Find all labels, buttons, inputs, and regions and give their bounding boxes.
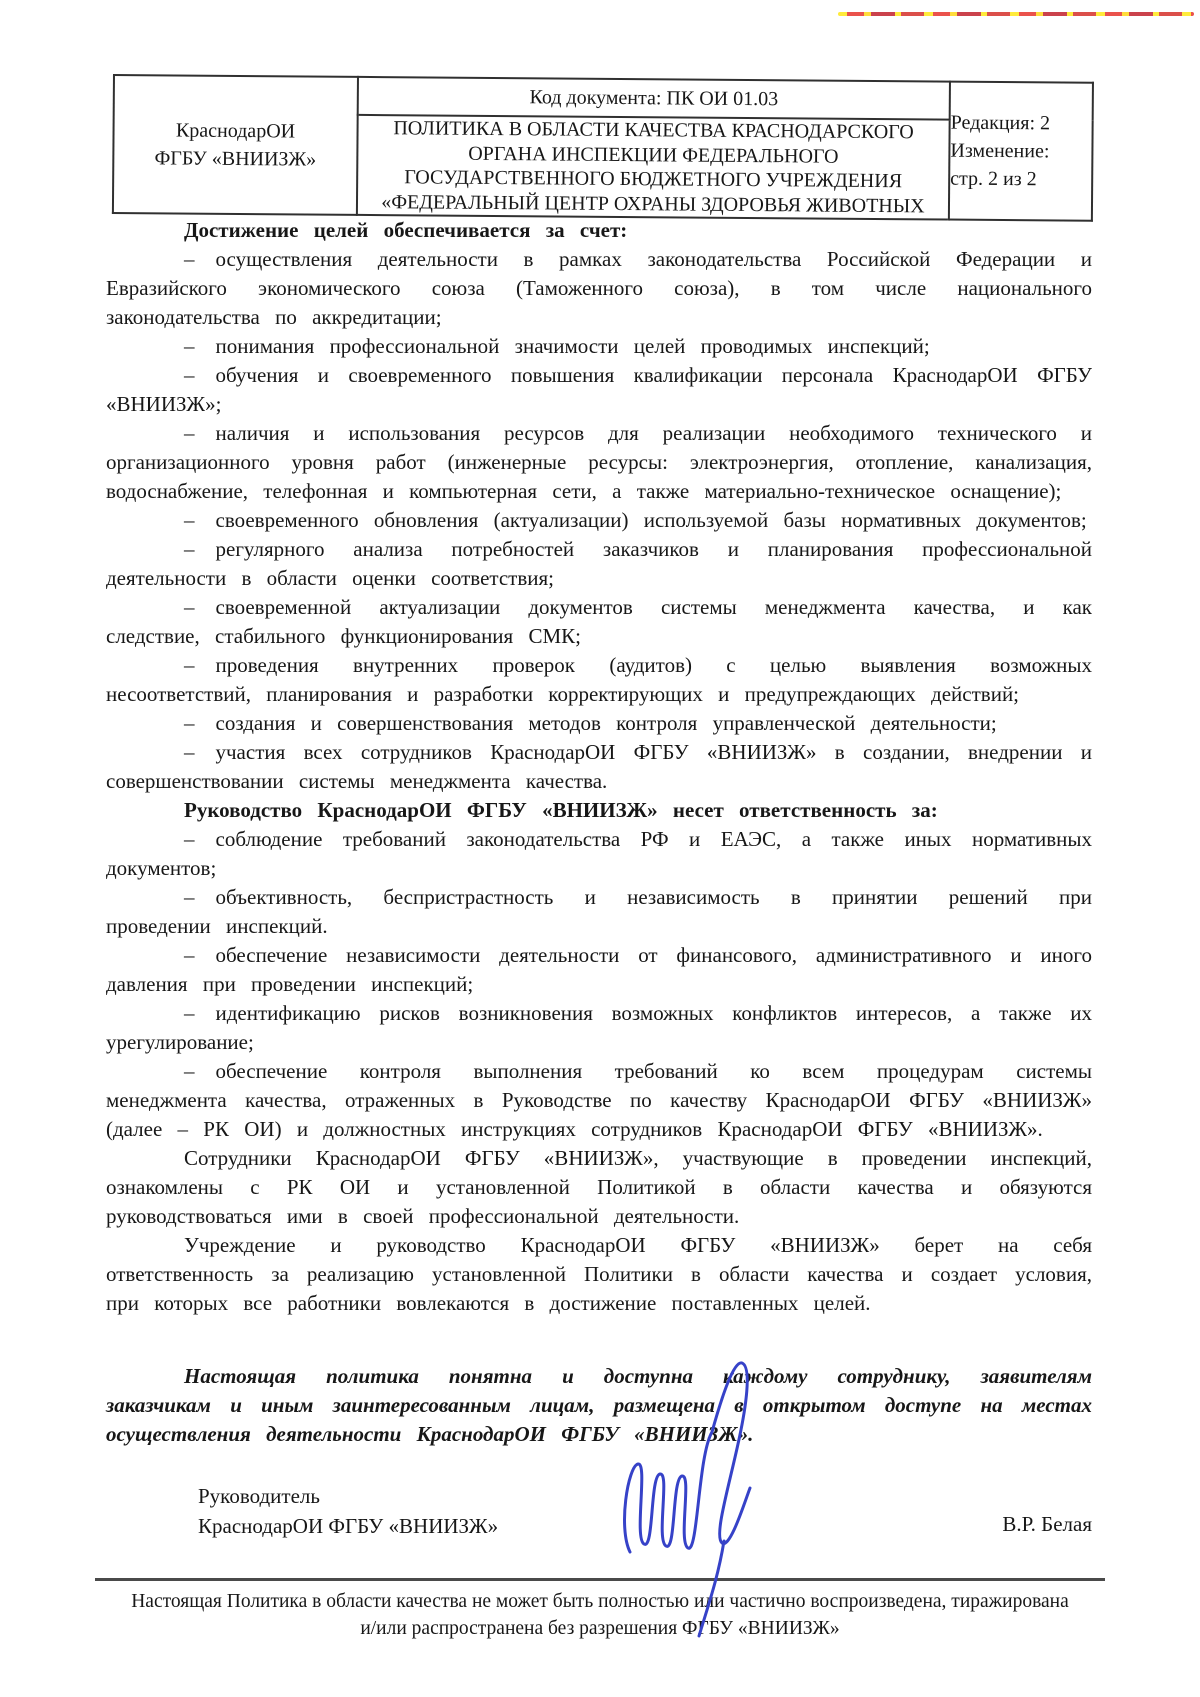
scan-artifact-line (838, 12, 1194, 16)
signature-ink-path (625, 1363, 750, 1636)
policy-list-item: – соблюдение требований законодательства РФ и ЕАЭС, а также иных нормативных документов; (106, 827, 1092, 880)
policy-list-item: – своевременной актуализации документов системы менеджмента качества, и как следствие, стабильного функционирования СМК; (106, 595, 1092, 648)
footer-note-line2: и/или распространена без разрешения ФГБУ «ВНИИЗЖ» (360, 1618, 840, 1639)
signer-role (198, 1481, 498, 1541)
policy-list-item: – осуществления деятельности в рамках законодательства Российской Федерации и Евразийского экономического союза (Таможенного союза), в том числе национального законодательства по аккредитации; (106, 247, 1092, 329)
policy-paragraph: Учреждение и руководство КраснодарОИ ФГБУ «ВНИИЗЖ» берет на себя ответственность за реализацию установленной Политики в области качества и создает условия, при которых все работники вовлекаются в достижение поставленных целей. (106, 1233, 1092, 1315)
header-org-cell (113, 75, 358, 215)
document-title (357, 115, 950, 220)
document-title-line: ПОЛИТИКА В ОБЛАСТИ КАЧЕСТВА КРАСНОДАРСКОГО (393, 117, 914, 144)
policy-list-item: – участия всех сотрудников КраснодарОИ ФГБУ «ВНИИЗЖ» в создании, внедрении и совершенствовании системы менеджмента качества. (106, 740, 1092, 793)
org-name-line1: КраснодарОИ (175, 119, 296, 143)
signer-name: В.Р. Белая (1002, 1512, 1092, 1536)
policy-list-item: – обеспечение независимости деятельности от финансового, административного и иного давления при проведении инспекций; (106, 943, 1092, 996)
document-title-line: «ФЕДЕРАЛЬНЫЙ ЦЕНТР ОХРАНЫ ЗДОРОВЬЯ ЖИВОТНЫХ (381, 190, 925, 217)
policy-list-item: – обучения и своевременного повышения квалификации персонала КраснодарОИ ФГБУ «ВНИИЗЖ»; (106, 363, 1092, 416)
section-heading-responsibility: Руководство КраснодарОИ ФГБУ «ВНИИЗЖ» несет ответственность за: (184, 798, 938, 822)
policy-emphasis-statement: Настоящая политика понятна и доступна каждому сотруднику, заявителям заказчикам и иным заинтересованным лицам, размещена в открытом доступе на местах осуществления деятельности КраснодарОИ ФГБУ «ВНИИЗЖ». (106, 1364, 1092, 1446)
section-heading-goals: Достижение целей обеспечивается за счет: (184, 218, 628, 242)
revision-label: Редакция: 2 (950, 111, 1051, 135)
document-title-line: ОРГАНА ИНСПЕКЦИИ ФЕДЕРАЛЬНОГО (468, 142, 839, 168)
policy-body (106, 216, 1092, 1541)
policy-list-item: – обеспечение контроля выполнения требований ко всем процедурам системы менеджмента качества, отраженных в Руководстве по качеству КраснодарОИ ФГБУ «ВНИИЗЖ» (далее – РК ОИ) и должностных инструкциях сотрудников КраснодарОИ ФГБУ «ВНИИЗЖ». (106, 1059, 1092, 1141)
signer-role-line1: Руководитель (198, 1484, 320, 1508)
policy-list-item: – понимания профессиональной значимости целей проводимых инспекций; (184, 334, 930, 358)
footer-note-line1: Настоящая Политика в области качества не может быть полностью или частично воспроизведена, тиражирована (131, 1591, 1069, 1612)
policy-list-item: – проведения внутренних проверок (аудитов) с целью выявления возможных несоответствий, планирования и разработки корректирующих и предупреждающих действий; (106, 653, 1092, 706)
policy-list-item: – идентификацию рисков возникновения возможных конфликтов интересов, а также их урегулирование; (106, 1001, 1092, 1054)
policy-paragraph: Сотрудники КраснодарОИ ФГБУ «ВНИИЗЖ», участвующие в проведении инспекций, ознакомлены с РК ОИ и установленной Политикой в области качества и обязуются руководствоваться ими в своей профессиональной деятельности. (106, 1146, 1092, 1228)
header-meta-cell (949, 82, 1093, 221)
doc-code-label: Код документа: ПК ОИ 01.03 (358, 77, 950, 120)
signer-role-line2: КраснодарОИ ФГБУ «ВНИИЗЖ» (198, 1514, 499, 1538)
change-label: Изменение: (950, 139, 1050, 163)
policy-list-item: – своевременного обновления (актуализации) используемой базы нормативных документов; (184, 508, 1087, 532)
document-header-table (112, 74, 1094, 222)
signature-block (106, 1481, 1092, 1541)
policy-list-item: – регулярного анализа потребностей заказчиков и планирования профессиональной деятельности в области оценки соответствия; (106, 537, 1092, 590)
policy-list-item: – создания и совершенствования методов контроля управленческой деятельности; (184, 711, 997, 735)
policy-list-item: – наличия и использования ресурсов для реализации необходимого технического и организационного уровня работ (инженерные ресурсы: электроэнергия, отопление, канализация, водоснабжение, телефонная и компьютерная сети, а также материально-техническое оснащение); (106, 421, 1092, 503)
org-name-line2: ФГБУ «ВНИИЗЖ» (154, 147, 317, 171)
policy-list-item: – объективность, беспристрастность и независимость в принятии решений при проведении инспекций. (106, 885, 1092, 938)
document-title-line: ГОСУДАРСТВЕННОГО БЮДЖЕТНОГО УЧРЕЖДЕНИЯ (404, 166, 903, 193)
page-number-label: стр. 2 из 2 (950, 167, 1037, 191)
signature-ink (600, 1340, 780, 1650)
